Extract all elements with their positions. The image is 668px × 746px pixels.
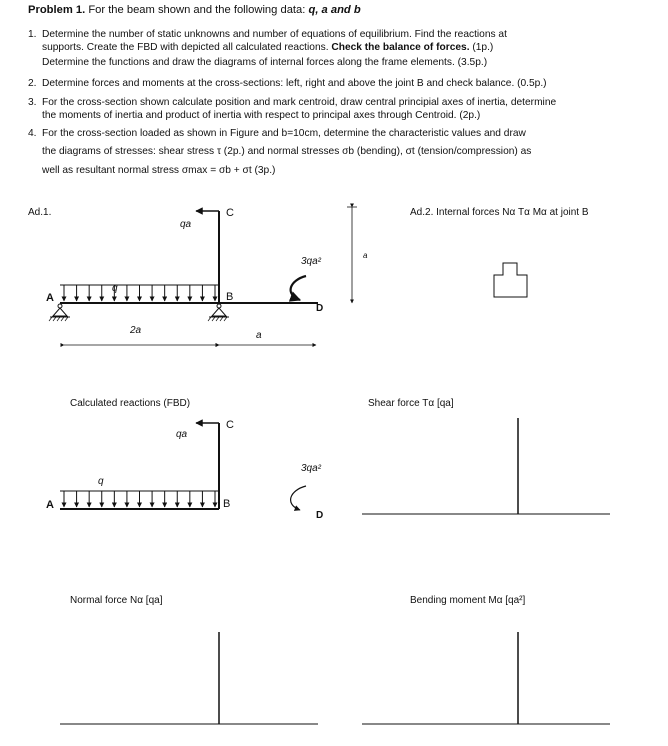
ad1-load-q: q	[112, 283, 118, 294]
ad1-frame-figure	[46, 207, 368, 345]
problem-vars: q, a and b	[308, 4, 361, 16]
ad1-title: Ad.1.	[28, 207, 52, 218]
task-3-line-1: For the cross-section shown calculate position and mark centroid, draw central principial axes of inertia, determine	[42, 97, 557, 108]
fbd-moment-label: 3qa²	[301, 463, 322, 474]
fbd-label-b: B	[223, 498, 231, 510]
ad1-support-b	[208, 304, 229, 321]
task-1-line-3: Determine the functions and draw the diagrams of internal forces along the frame elements. (3.5p.)	[42, 57, 488, 68]
ad1-label-c: C	[226, 207, 234, 219]
task-2-line-1: Determine forces and moments at the cross-sections: left, right and above the joint B and check balance. (0.5p.)	[42, 78, 547, 89]
ad1-label-b: B	[226, 291, 234, 303]
task-4-line-3: well as resultant normal stress σmax = σb + σt (3p.)	[42, 165, 276, 176]
bending-diagram-title: Bending moment Mα [qa²]	[410, 595, 526, 606]
normal-diagram-title: Normal force Nα [qa]	[70, 595, 163, 606]
task-3-line-2: the moments of inertia and product of inertia with respect to principal axes through Centroid. (2p.)	[42, 110, 481, 121]
fbd-load-q: q	[98, 476, 104, 487]
ad1-moment-label: 3qa²	[301, 256, 322, 267]
fbd-distributed-load	[64, 491, 215, 507]
ad1-label-d: D	[316, 303, 324, 314]
bending-diagram-axes	[362, 632, 610, 724]
ad1-dim-a-horizontal-label: a	[256, 330, 262, 341]
ad2-title: Ad.2. Internal forces Nα Tα Mα at joint B	[410, 207, 589, 218]
ad1-dim-2a-label: 2a	[130, 325, 142, 336]
ad1-load-qa: qa	[180, 219, 192, 230]
normal-diagram-axes	[60, 632, 318, 724]
problem-intro: For the beam shown and the following data:	[88, 4, 306, 16]
ad1-distributed-load	[64, 285, 215, 301]
task-4-line-1: For the cross-section loaded as shown in Figure and b=10cm, determine the characteristic values and draw	[42, 128, 526, 139]
task-1-points: (1p.)	[472, 42, 494, 53]
task-4-number: 4.	[28, 128, 37, 139]
task-3-number: 3.	[28, 97, 37, 108]
fbd-label-d: D	[316, 510, 324, 521]
task-4-line-2: the diagrams of stresses: shear stress τ (2p.) and normal stresses σb (bending), σt (tension/compression) as	[42, 146, 532, 157]
ad1-support-a	[49, 304, 70, 321]
ad1-label-a: A	[46, 292, 54, 304]
task-1-balance: Check the balance of forces.	[331, 42, 470, 53]
fbd-label-a: A	[46, 499, 54, 511]
fbd-title: Calculated reactions (FBD)	[70, 398, 191, 409]
fbd-figure	[46, 419, 323, 521]
ad2-joint-sketch	[494, 263, 527, 297]
shear-diagram-axes	[362, 418, 610, 514]
ad1-dim-a-vertical-label: a	[363, 251, 368, 260]
fbd-load-qa: qa	[176, 429, 188, 440]
fbd-label-c: C	[226, 419, 234, 431]
problem-label: Problem 1.	[28, 4, 86, 16]
ad1-moment-arrow	[291, 276, 306, 300]
task-1-line-1: Determine the number of static unknowns and number of equations of equilibrium. Find the reactions at	[42, 29, 507, 40]
task-2-number: 2.	[28, 78, 37, 89]
task-1-number: 1.	[28, 29, 37, 40]
task-1-text: supports. Create the FBD with depicted all calculated reactions.	[42, 42, 329, 53]
fbd-moment-arrow	[291, 486, 306, 510]
shear-diagram-title: Shear force Tα [qa]	[368, 398, 454, 409]
